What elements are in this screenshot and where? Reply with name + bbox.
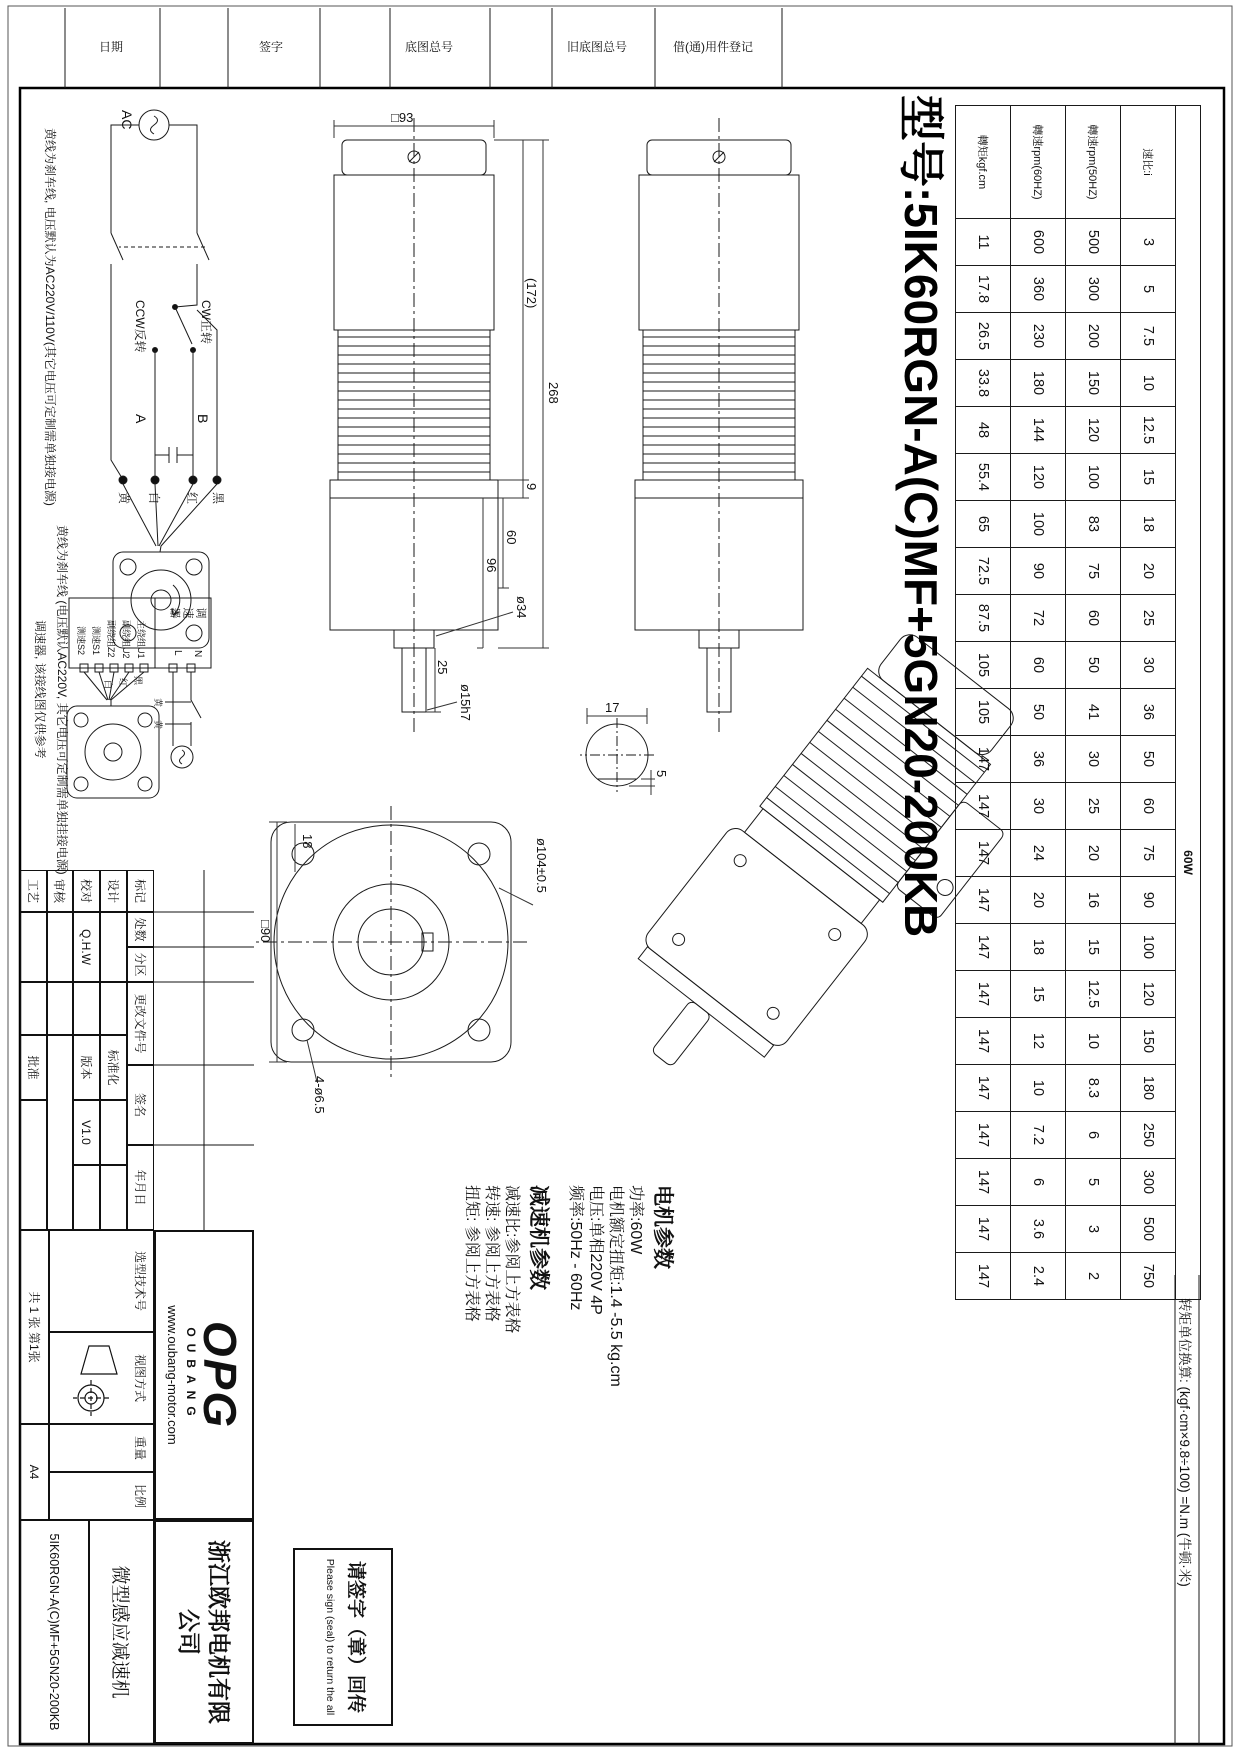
table-value: 65	[956, 501, 1011, 548]
tb-rev-zone: 分区	[127, 947, 154, 982]
table-value: 55.4	[956, 454, 1011, 501]
table-value: 30	[1011, 783, 1066, 830]
table-value: 48	[956, 407, 1011, 454]
table-value: 120	[1066, 407, 1121, 454]
table-value: 75	[1121, 830, 1176, 877]
tb-review-sig	[47, 912, 73, 982]
tb-review-label: 审核	[47, 870, 73, 912]
tb-rev-count: 处数	[127, 912, 154, 947]
table-value: 11	[956, 219, 1011, 266]
row-label: 轉速rpm(50HZ)	[1066, 106, 1121, 219]
table-value: 16	[1066, 877, 1121, 924]
motor-params-title: 电机参数	[651, 1185, 674, 1269]
table-value: 8.3	[1066, 1065, 1121, 1112]
table-value: 147	[956, 1018, 1011, 1065]
table-value: 147	[956, 1159, 1011, 1206]
table-row	[1121, 106, 1176, 1300]
table-value: 360	[1011, 266, 1066, 313]
terminal-s2-label: 测速S2	[76, 626, 86, 656]
dim-dia104: ø104±0.5	[534, 838, 549, 893]
dim-25: 25	[435, 660, 450, 675]
table-value: 30	[1121, 642, 1176, 689]
terminal-z2-label: 副绕组Z2	[106, 620, 116, 658]
speed-ratio-table	[955, 105, 1201, 1300]
tb-rev-date: 年月日	[127, 1145, 154, 1230]
motor-param-voltage: 电压:单相220V 4P	[587, 1185, 604, 1315]
tb-version-date	[73, 1165, 100, 1230]
tb-review-extra	[47, 1035, 73, 1230]
table-value: 3	[1121, 219, 1176, 266]
tb-version-value: V1.0	[73, 1100, 100, 1165]
table-value: 7.5	[1121, 313, 1176, 360]
tb-approve-label: 批准	[20, 1035, 47, 1100]
dim-shaft: ø15h7	[458, 684, 473, 721]
brake-wire-yellow-2: 黄	[153, 720, 163, 730]
tb-approve-sig	[20, 1100, 47, 1230]
margin-borrow-record: 借(通)用件登记	[673, 40, 753, 54]
table-value: 87.5	[956, 595, 1011, 642]
table-row	[1011, 106, 1066, 1300]
table-value: 50	[1011, 689, 1066, 736]
gear-param-torque: 扭矩: 参阅上方表格	[463, 1185, 480, 1322]
dim-dia34: ø34	[514, 596, 529, 619]
model-title: 型号:5IK60RGN-A(C)MF+5GN20-200KB	[895, 95, 947, 938]
tb-check-date	[73, 982, 100, 1035]
margin-signature: 签字	[259, 40, 284, 54]
tb-scale-label: 比例	[49, 1472, 154, 1520]
table-value: 300	[1121, 1159, 1176, 1206]
table-value: 25	[1066, 783, 1121, 830]
table-value: 500	[1121, 1206, 1176, 1253]
dim-172: (172)	[524, 278, 539, 309]
table-value: 10	[1011, 1065, 1066, 1112]
tb-rev-sign: 签名	[127, 1065, 154, 1145]
tb-rev-docno: 更改文件号	[127, 982, 154, 1065]
brake-note-2-line2: 调速器, 该接线图仅供参考	[33, 620, 47, 759]
table-value: 144	[1011, 407, 1066, 454]
margin-old-master-no: 旧底图总号	[567, 40, 628, 54]
table-value: 180	[1011, 360, 1066, 407]
dimension-lines	[334, 120, 549, 712]
wire2-black-label: 黑	[133, 676, 143, 686]
tb-process-date	[20, 982, 47, 1035]
table-value: 150	[1066, 360, 1121, 407]
tb-sheet-count: 共 1 张 第1张	[20, 1230, 49, 1424]
table-value: 105	[956, 689, 1011, 736]
table-value: 6	[1066, 1112, 1121, 1159]
table-value: 60	[1066, 595, 1121, 642]
table-value: 90	[1011, 548, 1066, 595]
margin-master-no: 底图总号	[405, 40, 454, 54]
tb-paper-size: A4	[20, 1424, 49, 1520]
row-label: 速比:i	[1121, 106, 1176, 219]
table-value: 180	[1121, 1065, 1176, 1112]
tb-rev-mark: 标记	[127, 870, 154, 912]
table-value: 147	[956, 971, 1011, 1018]
table-value: 3.6	[1011, 1206, 1066, 1253]
table-value: 36	[1121, 689, 1176, 736]
wire-white-label: 白	[147, 492, 161, 505]
table-value: 10	[1121, 360, 1176, 407]
ac-label: AC	[119, 110, 135, 130]
sign-return-cn: 请签字（章）回传	[345, 1560, 366, 1713]
table-value: 147	[956, 783, 1011, 830]
dim-5: 5	[654, 770, 669, 778]
terminal-u2-label: 副绕组U2	[121, 620, 131, 659]
table-value: 75	[1066, 548, 1121, 595]
table-value: 33.8	[956, 360, 1011, 407]
row-label: 轉速rpm(60HZ)	[1011, 106, 1066, 219]
tb-check-sig: Q.H.W	[73, 912, 100, 982]
table-value: 750	[1121, 1253, 1176, 1300]
table-value: 72	[1011, 595, 1066, 642]
title-block	[20, 870, 254, 1744]
table-value: 105	[956, 642, 1011, 689]
motor-param-torque: 电机额定扭矩:1.4 -5.5 kg.cm	[607, 1185, 624, 1387]
tb-standard-sig	[100, 1100, 127, 1165]
wiring-diagram-1	[111, 110, 221, 648]
tb-standard-label: 标准化	[100, 1035, 127, 1100]
dim-17: 17	[605, 700, 620, 715]
table-value: 50	[1121, 736, 1176, 783]
table-value: 60	[1121, 783, 1176, 830]
product-name: 微型感应减速机	[89, 1520, 154, 1744]
wire2-red-label: 红	[118, 678, 128, 688]
table-value: 12	[1011, 1018, 1066, 1065]
table-value: 10	[1066, 1018, 1121, 1065]
table-value: 147	[956, 1112, 1011, 1159]
wire2-white-label: 白	[103, 680, 113, 690]
table-value: 147	[956, 924, 1011, 971]
parameters-block	[461, 1185, 679, 1485]
table-value: 120	[1121, 971, 1176, 1018]
ratio-table-wrap	[955, 105, 1201, 1300]
table-value: 5	[1066, 1159, 1121, 1206]
wire-red-label: 红	[185, 492, 199, 505]
table-value: 12.5	[1121, 407, 1176, 454]
table-value: 36	[1011, 736, 1066, 783]
website-url: www.oubang-motor.com	[165, 1305, 181, 1445]
tb-version-label: 版本	[73, 1035, 100, 1100]
table-value: 100	[1066, 454, 1121, 501]
dim-9: 9	[524, 483, 539, 491]
dim-60: 60	[504, 530, 519, 545]
gear-param-speed: 转速: 参阅上方表格	[483, 1185, 500, 1322]
table-value: 83	[1066, 501, 1121, 548]
gear-params-title: 减速机参数	[527, 1185, 550, 1290]
table-value: 2	[1066, 1253, 1121, 1300]
table-value: 15	[1011, 971, 1066, 1018]
product-model-code: 5IK60RGN-A(C)MF+5GN20-200KB	[20, 1520, 89, 1744]
table-value: 18	[1011, 924, 1066, 971]
table-value: 20	[1066, 830, 1121, 877]
table-value: 147	[956, 736, 1011, 783]
table-value: 600	[1011, 219, 1066, 266]
tb-standard-date	[100, 1165, 127, 1230]
tb-design-label: 设计	[100, 870, 127, 912]
table-value: 7.2	[1011, 1112, 1066, 1159]
table-value: 60	[1011, 642, 1066, 689]
table-value: 18	[1121, 501, 1176, 548]
brake-note-2-line1: 黄线为刹车线 (电压默认AC220V, 其它电压可定制需单独挂接电源)	[55, 525, 69, 875]
margin-date: 日期	[99, 40, 124, 54]
tb-selection-label: 选型技术号	[49, 1230, 154, 1332]
table-value: 150	[1121, 1018, 1176, 1065]
table-value: 12.5	[1066, 971, 1121, 1018]
motor-param-power: 功率:60W	[627, 1185, 644, 1255]
table-value: 15	[1066, 924, 1121, 971]
dim-square90: □90	[258, 920, 273, 943]
ccw-label: CCW反转	[133, 300, 147, 353]
table-value: 100	[1011, 501, 1066, 548]
table-value: 147	[956, 830, 1011, 877]
table-value: 24	[1011, 830, 1066, 877]
table-power-label: 60W	[1176, 106, 1201, 1300]
company-name: 浙江欧邦电机有限公司	[154, 1520, 254, 1744]
cw-label: CW正转	[199, 300, 213, 344]
tb-view-method	[49, 1332, 154, 1424]
gear-param-ratio: 减速比:参阅上方表格	[503, 1185, 520, 1334]
projection-symbol	[61, 1338, 121, 1418]
dim-268: 268	[546, 382, 561, 404]
table-value: 200	[1066, 313, 1121, 360]
table-value: 147	[956, 1253, 1011, 1300]
controller-box-label: 调速器	[168, 606, 207, 618]
dim-18: 18	[300, 834, 315, 849]
table-value: 72.5	[956, 548, 1011, 595]
table-value: 15	[1121, 454, 1176, 501]
terminal-l-label: L	[172, 650, 183, 656]
torque-conversion-note: 转矩单位换算: (kgf·cm×9.8÷100) =N.m (牛顿·米)	[1177, 1298, 1192, 1587]
tb-process-label: 工艺	[20, 870, 47, 912]
table-value: 3	[1066, 1206, 1121, 1253]
row-label: 轉矩kgf.cm	[956, 106, 1011, 219]
terminal-s1-label: 测速S1	[91, 626, 101, 656]
table-value: 300	[1066, 266, 1121, 313]
brake-note-1: 黄线为刹车线, 电压默认为AC220V/110V(其它电压可定制需单独接电源)	[43, 128, 57, 506]
table-value: 30	[1066, 736, 1121, 783]
motor-param-frequency: 频率:50Hz - 60Hz	[567, 1185, 584, 1311]
terminal-a-label: A	[133, 414, 149, 424]
table-value: 6	[1011, 1159, 1066, 1206]
dim-96: 96	[484, 558, 499, 573]
table-value: 500	[1066, 219, 1121, 266]
table-value: 250	[1121, 1112, 1176, 1159]
table-value: 147	[956, 877, 1011, 924]
table-value: 17.8	[956, 266, 1011, 313]
wire-black-label: 黑	[211, 492, 225, 505]
table-value: 5	[1121, 266, 1176, 313]
table-row	[1066, 106, 1121, 1300]
table-value: 50	[1066, 642, 1121, 689]
table-value: 147	[956, 1206, 1011, 1253]
table-value: 230	[1011, 313, 1066, 360]
dim-square93: □93	[391, 110, 414, 125]
sign-return-box	[293, 1548, 393, 1726]
tb-process-sig	[20, 912, 47, 982]
oubang-wordmark: OUBANG	[184, 1327, 199, 1423]
table-value: 25	[1121, 595, 1176, 642]
tb-review-date	[47, 982, 73, 1035]
wire-yellow-label: 黄	[117, 492, 131, 505]
table-value: 2.4	[1011, 1253, 1066, 1300]
tb-design-sig	[100, 912, 127, 982]
table-value: 20	[1011, 877, 1066, 924]
brake-wire-yellow-1: 黄	[153, 698, 163, 708]
logo-cell	[154, 1230, 254, 1520]
tb-design-date	[100, 982, 127, 1035]
table-value: 147	[956, 1065, 1011, 1112]
shaft-section-detail	[580, 708, 655, 795]
flange-view	[255, 806, 533, 1082]
table-value: 90	[1121, 877, 1176, 924]
table-row	[956, 106, 1011, 1300]
table-value: 100	[1121, 924, 1176, 971]
table-value: 41	[1066, 689, 1121, 736]
opg-logo: OPG	[194, 1320, 247, 1430]
tb-view-method-label: 视图方式	[133, 1353, 147, 1402]
terminal-u1-label: 主绕组U1	[136, 620, 146, 659]
table-value: 20	[1121, 548, 1176, 595]
tb-check-label: 校对	[73, 870, 100, 912]
dim-holes: 4-ø6.5	[312, 1076, 327, 1114]
table-value: 26.5	[956, 313, 1011, 360]
terminal-n-label: N	[192, 650, 203, 658]
terminal-b-label: B	[195, 414, 211, 424]
side-view-top	[635, 118, 803, 735]
tb-weight-label: 重量	[49, 1424, 154, 1472]
side-view-dimensioned	[330, 118, 498, 735]
sign-return-en: Please sign (seal) to return the all	[324, 1558, 336, 1716]
table-value: 120	[1011, 454, 1066, 501]
